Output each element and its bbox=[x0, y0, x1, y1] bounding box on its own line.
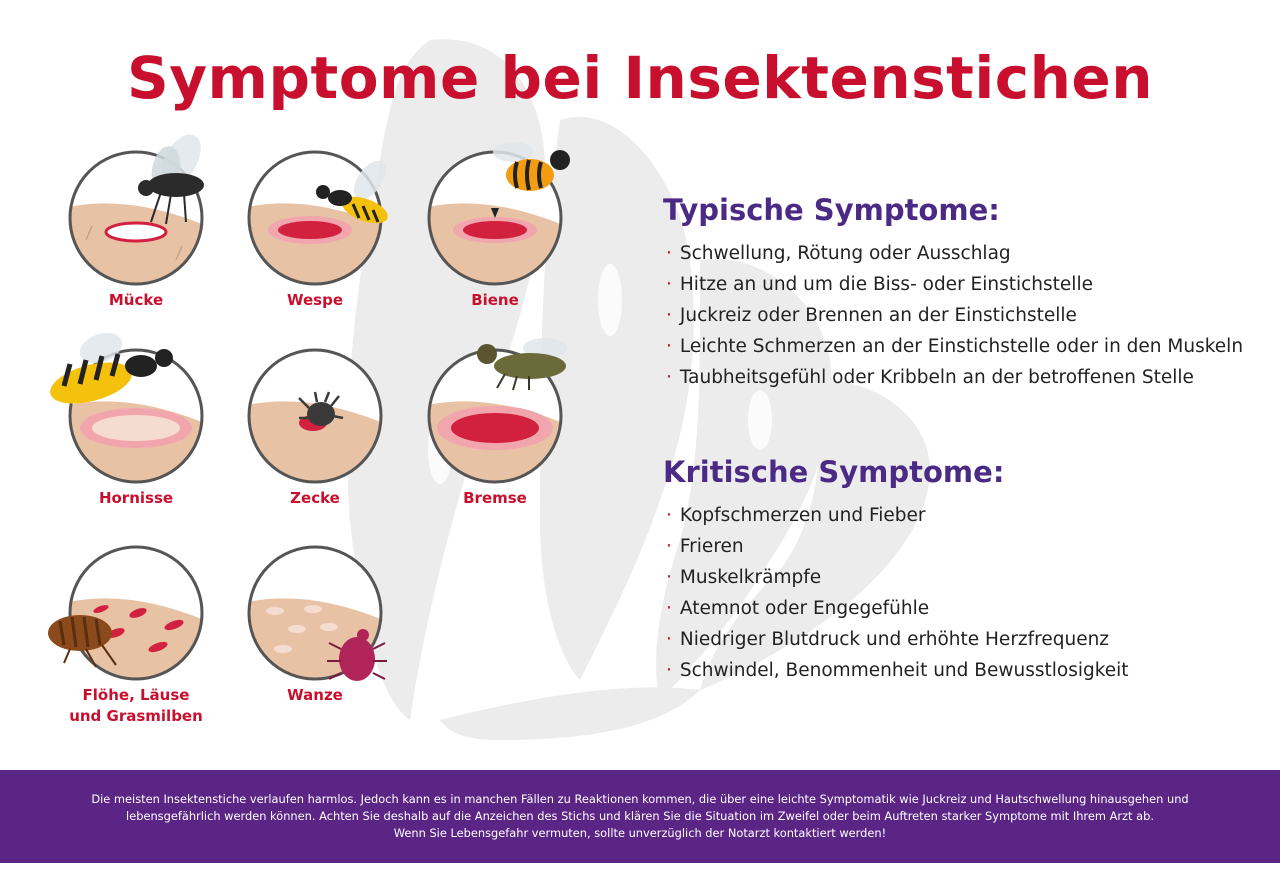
footer-line: Wenn Sie Lebensgefahr vermuten, sollte unverzüglich der Notarzt kontaktiert werden! bbox=[393, 826, 887, 840]
insect-label: Wanze bbox=[287, 686, 343, 704]
critical-symptoms-heading: Kritische Symptome: bbox=[663, 455, 1005, 489]
insect-label: Flöhe, Läuse und Grasmilben bbox=[69, 686, 203, 725]
list-item: · Kopfschmerzen und Fieber bbox=[666, 505, 926, 526]
insect-hornisse bbox=[46, 328, 226, 509]
list-item: · Niedriger Blutdruck und erhöhte Herzfrequenz bbox=[666, 629, 1110, 650]
bullet-icon: · bbox=[666, 274, 672, 295]
typical-symptoms-list bbox=[666, 238, 1243, 393]
footer-line: Die meisten Insektenstiche verlaufen harmlos. Jedoch kann es in manchen Fällen zu Reaktionen kommen, die über eine leichte Symptomatik wie Juckreiz und Hautschwellung hinausgehen und bbox=[91, 792, 1189, 806]
list-item: · Schwindel, Benommenheit und Bewusstlosigkeit bbox=[666, 660, 1129, 681]
bullet-icon: · bbox=[666, 598, 672, 619]
footer-notice bbox=[0, 770, 1280, 863]
muecke-illustration bbox=[46, 130, 226, 290]
insect-muecke bbox=[46, 130, 226, 311]
list-item: · Taubheitsgefühl oder Kribbeln an der betroffenen Stelle bbox=[666, 367, 1194, 388]
insect-label: Mücke bbox=[108, 291, 164, 309]
insect-label: Bremse bbox=[463, 489, 527, 507]
bremse-illustration bbox=[405, 328, 585, 488]
insect-label: Biene bbox=[471, 291, 519, 309]
bullet-icon: · bbox=[666, 367, 672, 388]
bullet-icon: · bbox=[666, 243, 672, 264]
bullet-icon: · bbox=[666, 336, 672, 357]
insect-zecke bbox=[225, 328, 405, 509]
list-item: · Frieren bbox=[666, 536, 744, 557]
typical-symptoms-heading: Typische Symptome: bbox=[663, 193, 1000, 227]
floehe-illustration bbox=[46, 525, 226, 685]
insect-bremse bbox=[405, 328, 585, 509]
list-item: · Atemnot oder Engegefühle bbox=[666, 598, 930, 619]
bullet-icon: · bbox=[666, 536, 672, 557]
bullet-icon: · bbox=[666, 305, 672, 326]
list-item: · Juckreiz oder Brennen an der Einstichstelle bbox=[666, 305, 1077, 326]
zecke-illustration bbox=[225, 328, 405, 488]
list-item: · Leichte Schmerzen an der Einstichstelle oder in den Muskeln bbox=[666, 336, 1244, 357]
list-item: · Hitze an und um die Biss- oder Einstichstelle bbox=[666, 274, 1093, 295]
insect-wespe bbox=[225, 130, 405, 311]
insect-label: Wespe bbox=[286, 291, 344, 309]
insect-floehe bbox=[46, 525, 226, 727]
footer-line: lebensgefährlich werden können. Achten Sie deshalb auf die Anzeichen des Stichs und klären Sie die Situation im Zweifel oder beim Auftreten starker Symptome mit Ihrem Arzt ab. bbox=[126, 809, 1154, 823]
wanze-illustration bbox=[225, 525, 405, 685]
insect-biene bbox=[405, 130, 585, 311]
bullet-icon: · bbox=[666, 629, 672, 650]
hornisse-illustration bbox=[46, 328, 226, 488]
critical-symptoms-list bbox=[666, 500, 1129, 686]
bullet-icon: · bbox=[666, 660, 672, 681]
list-item: · Muskelkrämpfe bbox=[666, 567, 822, 588]
bullet-icon: · bbox=[666, 505, 672, 526]
insect-label: Zecke bbox=[290, 489, 340, 507]
biene-illustration bbox=[405, 130, 585, 290]
list-item: · Schwellung, Rötung oder Ausschlag bbox=[666, 243, 1011, 264]
bullet-icon: · bbox=[666, 567, 672, 588]
insect-label: Hornisse bbox=[98, 489, 174, 507]
page-title: Symptome bei Insektenstichen bbox=[126, 44, 1154, 112]
wespe-illustration bbox=[225, 130, 405, 290]
insect-wanze bbox=[225, 525, 405, 706]
